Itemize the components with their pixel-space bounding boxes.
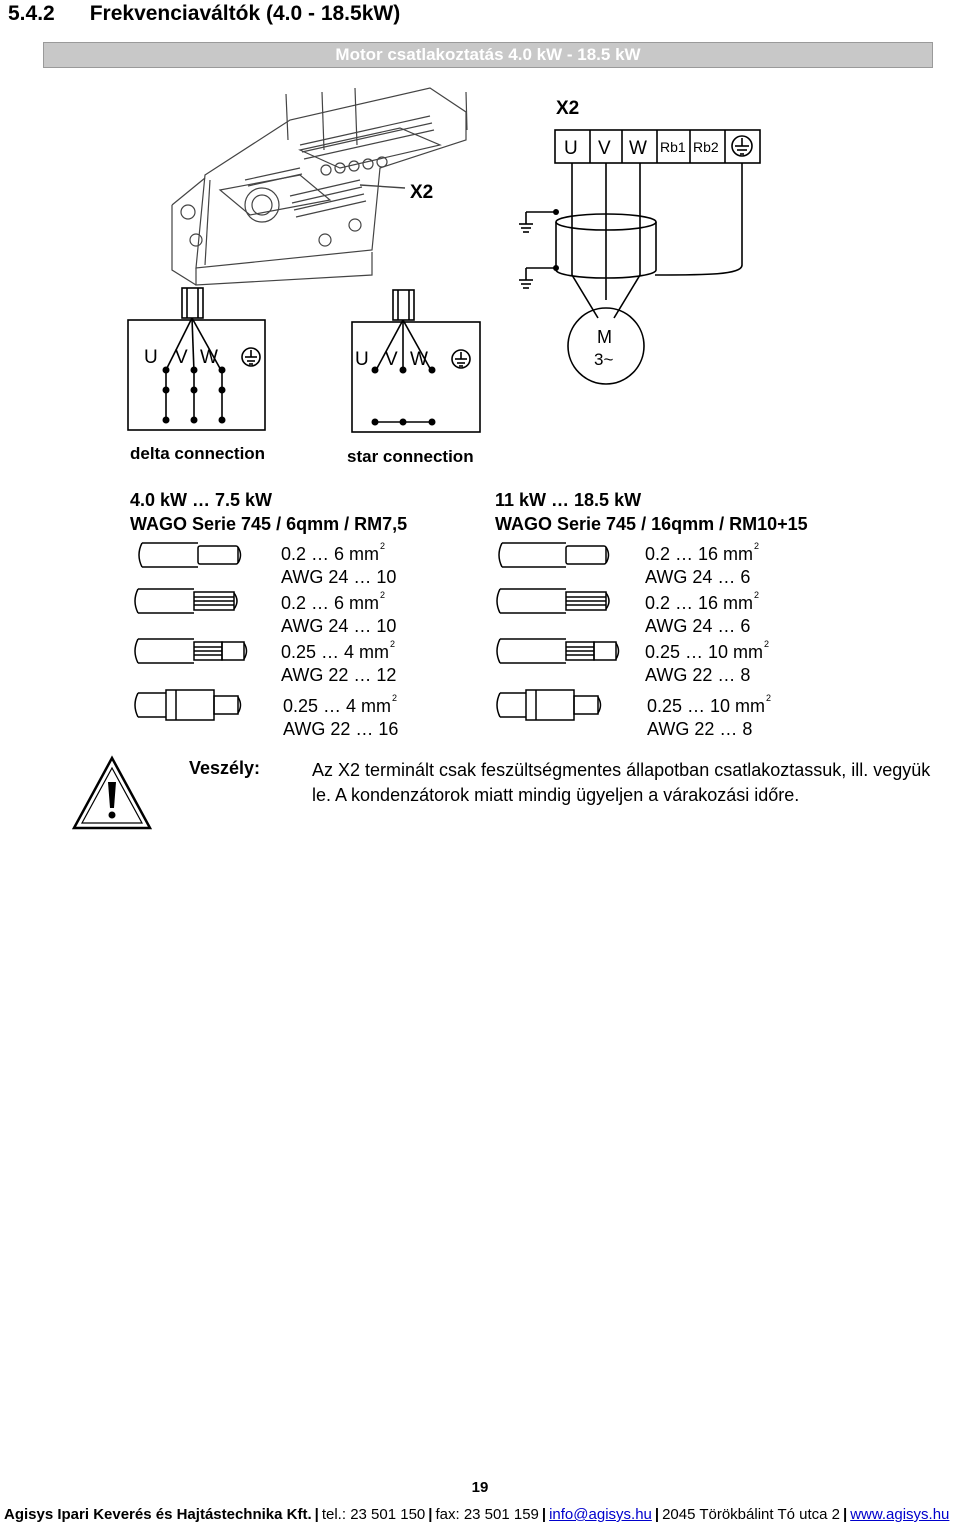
delta-letter-u: U — [144, 347, 158, 368]
wire-end-icons-right — [497, 543, 619, 720]
x2-device-label: X2 — [410, 182, 434, 203]
left-wire-3-mm: 0.25 … 4 $mm^2$ — [281, 639, 396, 662]
right-wire-2-mm: 0.2 … 16 $mm^2$ — [645, 590, 760, 613]
x2-title: X2 — [556, 98, 580, 119]
warning-text: Az X2 terminált csak feszültségmentes állapotban csatlakoztassuk, ill. vegyük le. A kondenzátorok miatt mindig ügyeljen a várakozási időre. — [312, 760, 931, 805]
right-power-range: 11 kW … 18.5 kW — [495, 490, 642, 510]
motor-phase: 3~ — [594, 350, 614, 369]
left-wire-1-awg: AWG 24 … 10 — [281, 567, 397, 587]
footer-company: Agisys Ipari Keverés és Hajtástechnika Kft. — [4, 1506, 312, 1523]
right-wire-1-awg: AWG 24 … 6 — [645, 567, 751, 587]
left-wire-4-awg: AWG 22 … 16 — [283, 719, 399, 739]
warning-label: Veszély: — [189, 758, 261, 778]
right-wire-4-mm: 0.25 … 10 $mm^2$ — [647, 693, 772, 716]
star-letter-w: W — [410, 349, 428, 370]
terminal-u: U — [564, 138, 578, 159]
left-wire-2-mm: 0.2 … 6 $mm^2$ — [281, 590, 386, 613]
delta-letter-w: W — [200, 347, 218, 368]
right-wago-spec: WAGO Serie 745 / 16qmm / RM10+15 — [495, 514, 808, 534]
page-footer: Agisys Ipari Keverés és Hajtástechnika Kft. | tel.: 23 501 150 | fax: 23 501 159 | info@agisys.hu | 2045 Törökbálint Tó utca 2 | www.agisys.hu — [4, 1506, 950, 1523]
footer-tel: tel.: 23 501 150 — [321, 1506, 426, 1523]
right-wire-4-awg: AWG 22 … 8 — [647, 719, 753, 739]
right-wire-1-mm: 0.2 … 16 $mm^2$ — [645, 541, 760, 564]
star-letter-u: U — [355, 349, 369, 370]
left-wire-2-awg: AWG 24 … 10 — [281, 616, 397, 636]
left-power-range: 4.0 kW … 7.5 kW — [130, 490, 273, 510]
warning-triangle-icon — [74, 758, 150, 828]
footer-email-link[interactable]: info@agisys.hu — [549, 1506, 652, 1523]
left-wire-4-mm: 0.25 … 4 $mm^2$ — [283, 693, 398, 716]
section-heading: 5.4.2 Frekvenciaváltók (4.0 - 18.5kW) — [8, 2, 401, 25]
footer-web-link[interactable]: www.agisys.hu — [850, 1506, 950, 1523]
left-wire-3-awg: AWG 22 … 12 — [281, 665, 397, 685]
page-number: 19 — [471, 1479, 489, 1496]
terminal-rb2: Rb2 — [693, 139, 719, 155]
section-banner: Motor csatlakoztatás 4.0 kW - 18.5 kW — [43, 42, 933, 68]
delta-connection-label: delta connection — [130, 444, 266, 463]
right-wire-2-awg: AWG 24 … 6 — [645, 616, 751, 636]
footer-address: 2045 Törökbálint Tó utca 2 — [662, 1506, 840, 1523]
motor-m: M — [597, 327, 612, 347]
wire-end-icons-left — [135, 543, 247, 720]
delta-letter-v: V — [175, 347, 188, 368]
star-connection-label: star connection — [347, 447, 474, 466]
terminal-v: V — [598, 138, 611, 159]
star-letter-v: V — [385, 349, 398, 370]
terminal-w: W — [629, 138, 647, 159]
right-wire-3-mm: 0.25 … 10 $mm^2$ — [645, 639, 770, 662]
left-wire-1-mm: 0.2 … 6 $mm^2$ — [281, 541, 386, 564]
terminal-block-x2 — [555, 130, 760, 163]
footer-fax: fax: 23 501 159 — [435, 1506, 539, 1523]
motor-cable — [519, 163, 742, 318]
right-wire-3-awg: AWG 22 … 8 — [645, 665, 751, 685]
left-wago-spec: WAGO Serie 745 / 6qmm / RM7,5 — [130, 514, 408, 534]
terminal-rb1: Rb1 — [660, 139, 686, 155]
